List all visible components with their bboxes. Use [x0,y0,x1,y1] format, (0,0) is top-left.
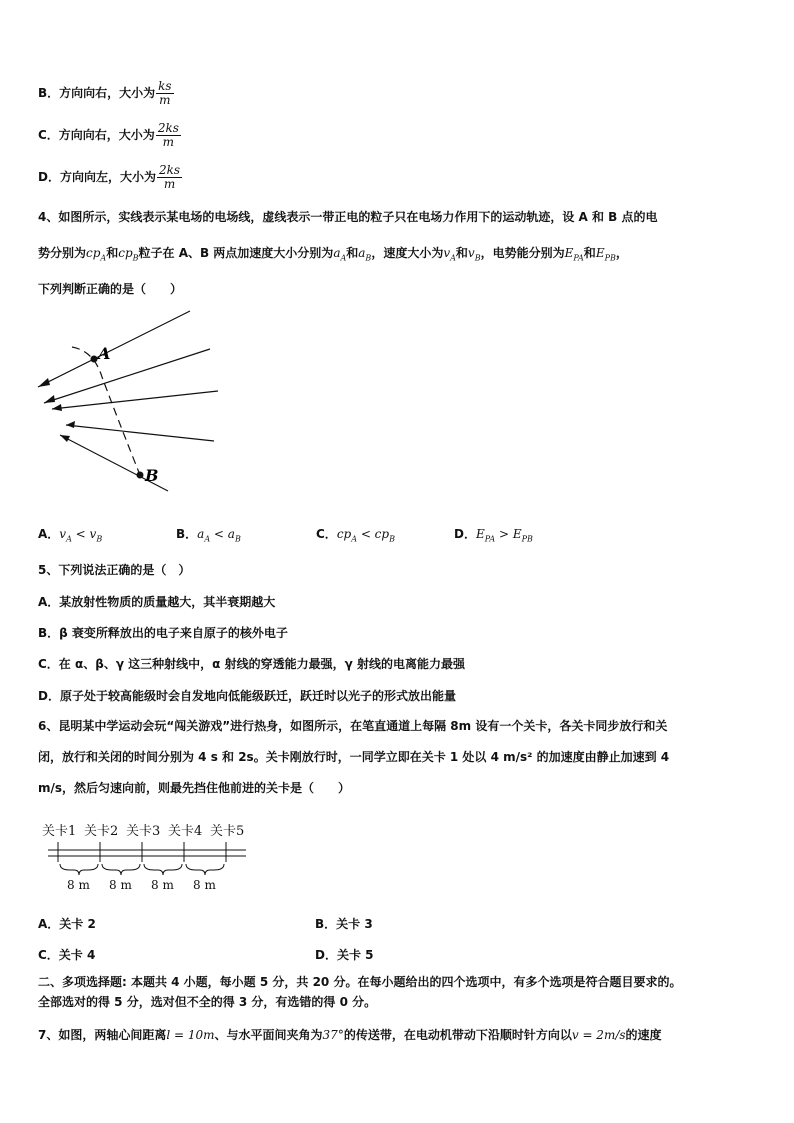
point-a-label: A [98,344,111,363]
spacing-label: 8 m [193,878,216,892]
q4-stem-line3: 下列判断正确的是（ ） [38,282,183,296]
gate-label: 关卡5 [210,824,245,839]
point-b-label: B [145,466,159,485]
q5-option-b[interactable]: B．β 衰变所释放出的电子来自原子的核外电子 [38,626,288,640]
field-line [38,311,190,387]
q6-option-d[interactable]: D．关卡 5 [315,948,374,962]
arrowhead [66,421,75,428]
field-line [52,391,218,409]
q6-option-b[interactable]: B．关卡 3 [315,917,373,931]
point-b-dot [137,472,144,479]
q5-option-a[interactable]: A．某放射性物质的质量越大，其半衰期越大 [38,595,276,609]
point-a-dot [91,356,98,363]
acc-a: $a_A$ [333,246,347,263]
q4-option-d[interactable]: D．$E_{PA} > E_{PB}$ [454,527,533,544]
gate-label: 关卡3 [126,824,161,839]
q3-option-c: C．方向向右，大小为 $\frac{2ks}{m}$ [38,121,179,149]
acc-b: $a_B$ [358,246,372,263]
brace [102,864,140,875]
gate-label: 关卡1 [42,824,77,839]
spacing-label: 8 m [67,878,90,892]
q3-option-b: B．方向向右，大小为 $\frac{ks}{m}$ [38,79,172,107]
field-line [66,425,214,441]
q7-stem-line1: 7、如图，两轴心间距离l = 10m、与水平面间夹角为37°的传送带，在电动机带动下沿顺时针方向以v = 2m/s的速度 [38,1028,662,1042]
q5-option-c[interactable]: C．在 α、β、γ 这三种射线中，α 射线的穿透能力最强，γ 射线的电离能力最强 [38,657,465,671]
q3-option-d: D．方向向左，大小为 $\frac{2ks}{m}$ [38,163,181,191]
q6-stem-line1: 6、昆明某中学运动会玩“闯关游戏”进行热身，如图所示，在笔直通道上每隔 8m 设有一个关卡，各关卡同步放行和关 [38,719,668,733]
phi-b: $cp_B$ [118,246,139,263]
q4-stem-line2: 势分别为$cp_A$和$cp_B$粒子在 A、B 两点加速度大小分别为$a_A$和$a_B$，速度大小为$v_A$和$v_B$，电势能分别为$E_{PA}$和$E_{PB}$， [38,246,628,263]
arrowhead [44,395,55,403]
arrowhead [60,435,70,442]
q6-option-c[interactable]: C．关卡 4 [38,948,96,962]
brace [60,864,98,875]
brace [186,864,224,875]
vel-a: $v_A$ [443,246,456,263]
q4-option-b[interactable]: B．$a_A < a_B$ [176,527,241,544]
q4-option-c[interactable]: C．$cp_A < cp_B$ [316,527,395,544]
gate-label: 关卡4 [168,824,203,839]
energy-b: $E_{PB}$ [595,246,616,263]
q6-option-a[interactable]: A．关卡 2 [38,917,96,931]
section2-heading-line1: 二、多项选择题: 本题共 4 小题，每小题 5 分，共 20 分。在每小题给出的四个选项中，有多个选项是符合题目要求的。 [38,975,682,989]
arrowhead [38,378,50,387]
phi-a: $cp_A$ [86,246,107,263]
arrowhead [52,404,62,411]
brace [144,864,182,875]
fraction: $\frac{2ks}{m}$ [158,163,181,191]
vel-b: $v_B$ [467,246,481,263]
section2-heading-line2: 全部选对的得 5 分，选对但不全的得 3 分，有选错的得 0 分。 [38,995,377,1009]
gate-label: 关卡2 [84,824,119,839]
spacing-label: 8 m [151,878,174,892]
fraction: $\frac{ks}{m}$ [158,79,172,107]
fraction: $\frac{2ks}{m}$ [157,121,179,149]
q5-option-d[interactable]: D．原子处于较高能级时会自发地向低能级跃迁，跃迁时以光子的形式放出能量 [38,689,456,703]
q6-gate-diagram [40,818,260,898]
trajectory-dashed [72,347,140,475]
q6-stem-line2: 闭，放行和关闭的时间分别为 4 s 和 2s。关卡刚放行时，一同学立即在关卡 1 处以 4 m/s² 的加速度由静止加速到 4 [38,750,670,764]
q4-option-a[interactable]: A．$v_A < v_B$ [38,527,103,544]
spacing-label: 8 m [109,878,132,892]
q6-stem-line3: m/s，然后匀速向前，则最先挡住他前进的关卡是（ ） [38,781,351,795]
q4-field-diagram [32,305,232,505]
energy-a: $E_{PA}$ [564,246,584,263]
q4-stem-line1: 4、如图所示，实线表示某电场的电场线，虚线表示一带正电的粒子只在电场力作用下的运动轨迹，设 A 和 B 点的电 [38,210,658,224]
q5-stem: 5、下列说法正确的是（ ） [38,563,191,577]
